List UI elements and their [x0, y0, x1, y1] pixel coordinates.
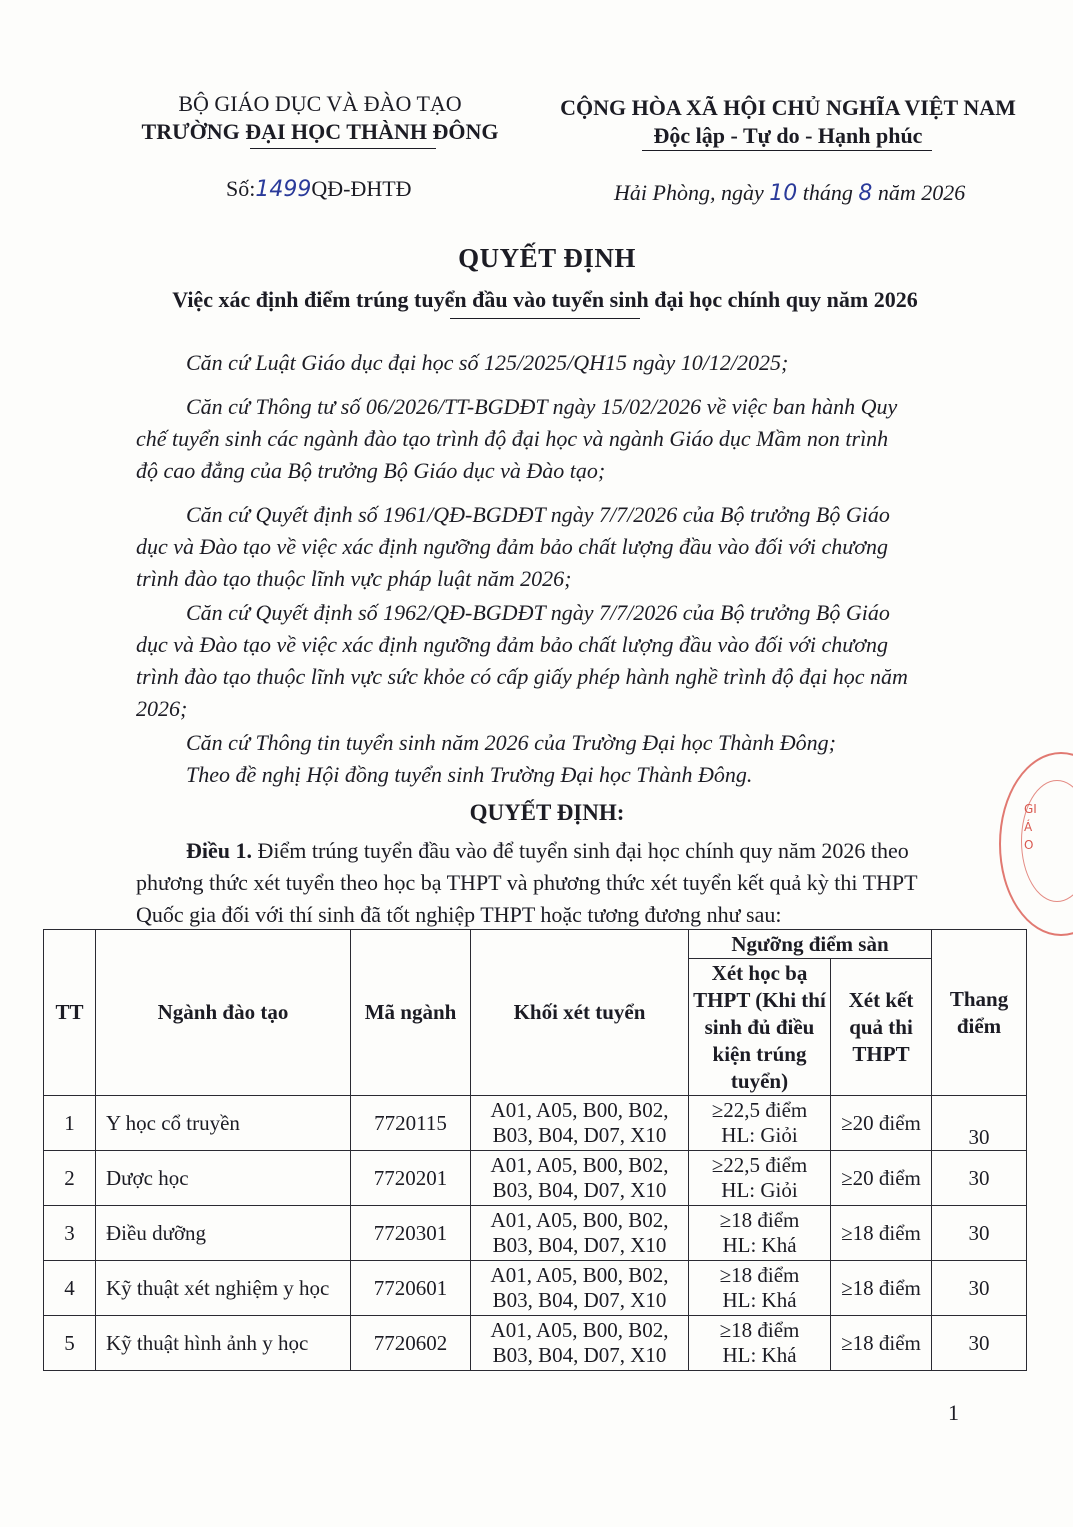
cell-scale: 30	[932, 1261, 1027, 1316]
doc-number-suffix: QĐ-ĐHTĐ	[311, 176, 412, 201]
subject-groups-line1: A01, A05, B00, B02,	[490, 1208, 669, 1232]
cell-major: Điều dưỡng	[96, 1206, 351, 1261]
article1-label: Điều 1.	[186, 838, 252, 863]
col-header-major: Ngành đào tạo	[96, 930, 351, 1096]
col-header-tt: TT	[44, 930, 96, 1096]
subject-groups-line1: A01, A05, B00, B02,	[490, 1263, 669, 1287]
doc-number	[226, 176, 412, 202]
basis-circular-l1: Căn cứ Thông tư số 06/2026/TT-BGDĐT ngày 15/02/2026 về việc ban hành Quy	[186, 394, 898, 419]
basis-law: Căn cứ Luật Giáo dục đại học số 125/2025/QH15 ngày 10/12/2025;	[186, 350, 789, 375]
transcript-score: ≥22,5 điểm	[711, 1098, 808, 1122]
basis-circular-l3: độ cao đẳng của Bộ trưởng Bộ Giáo dục và Đào tạo;	[136, 458, 606, 483]
cell-transcript	[689, 1151, 831, 1206]
cell-major: Dược học	[96, 1151, 351, 1206]
cell-exam: ≥18 điểm	[831, 1261, 932, 1316]
basis-decision1961-l1: Căn cứ Quyết định số 1961/QĐ-BGDĐT ngày 7/7/2026 của Bộ trưởng Bộ Giáo	[186, 502, 890, 527]
cell-code: 7720301	[351, 1206, 471, 1261]
article1-line1	[186, 838, 909, 864]
table-row	[44, 1316, 1027, 1371]
basis-decision1962-l4: 2026;	[136, 696, 188, 721]
university-name	[100, 118, 540, 146]
col-header-threshold: Ngưỡng điểm sàn	[689, 930, 932, 959]
decision-heading: QUYẾT ĐỊNH:	[469, 800, 625, 825]
transcript-rank: HL: Giỏi	[721, 1123, 798, 1147]
date-day: 10	[769, 181, 798, 206]
cell-scale: 30	[932, 1151, 1027, 1206]
subject-groups-line1: A01, A05, B00, B02,	[490, 1153, 669, 1177]
cell-exam: ≥20 điểm	[831, 1151, 932, 1206]
cell-tt: 2	[44, 1151, 96, 1206]
subject-groups-line2: B03, B04, D07, X10	[492, 1178, 667, 1202]
cell-tt: 1	[44, 1096, 96, 1151]
cell-transcript	[689, 1261, 831, 1316]
transcript-score: ≥18 điểm	[719, 1263, 800, 1287]
date-prefix: Hải Phòng, ngày	[614, 180, 764, 205]
basis-proposal: Theo đề nghị Hội đồng tuyển sinh Trường Đại học Thành Đông.	[186, 762, 753, 787]
university-underline	[250, 148, 436, 149]
cell-code: 7720115	[351, 1096, 471, 1151]
cell-code: 7720602	[351, 1316, 471, 1371]
cell-tt: 5	[44, 1316, 96, 1371]
admission-score-table	[43, 929, 1027, 1371]
basis-decision1961-l2: dục và Đào tạo về việc xác định ngưỡng đảm bảo chất lượng đầu vào đối với chương	[136, 534, 888, 559]
subject-groups-line1: A01, A05, B00, B02,	[490, 1318, 669, 1342]
date-month: 8	[858, 181, 873, 206]
table-row	[44, 1261, 1027, 1316]
table-row	[44, 1206, 1027, 1261]
table-row	[44, 1096, 1027, 1151]
ministry-name: BỘ GIÁO DỤC VÀ ĐÀO TẠO	[178, 91, 462, 116]
transcript-score: ≥18 điểm	[719, 1318, 800, 1342]
col-header-subject-groups: Khối xét tuyển	[471, 930, 689, 1096]
document-subtitle: Việc xác định điểm trúng tuyển đầu vào tuyển sinh đại học chính quy năm 2026	[172, 287, 918, 312]
subject-groups-line2: B03, B04, D07, X10	[492, 1288, 667, 1312]
university-name-text: TRƯỜNG ĐẠI HỌC THÀNH ĐÔNG	[141, 119, 499, 144]
cell-code: 7720201	[351, 1151, 471, 1206]
transcript-score: ≥18 điểm	[719, 1208, 800, 1232]
transcript-score: ≥22,5 điểm	[711, 1153, 808, 1177]
transcript-rank: HL: Giỏi	[721, 1178, 798, 1202]
basis-decision1962-l1: Căn cứ Quyết định số 1962/QĐ-BGDĐT ngày 7/7/2026 của Bộ trưởng Bộ Giáo	[186, 600, 890, 625]
cell-exam: ≥18 điểm	[831, 1206, 932, 1261]
cell-major: Kỹ thuật xét nghiệm y học	[96, 1261, 351, 1316]
cell-exam: ≥20 điểm	[831, 1096, 932, 1151]
subject-groups-line2: B03, B04, D07, X10	[492, 1233, 667, 1257]
cell-tt: 4	[44, 1261, 96, 1316]
cell-subject-groups	[471, 1261, 689, 1316]
table-row	[44, 1151, 1027, 1206]
cell-transcript	[689, 1206, 831, 1261]
cell-scale: 30	[932, 1096, 1027, 1151]
cell-major: Kỹ thuật hình ảnh y học	[96, 1316, 351, 1371]
motto-underline	[642, 150, 932, 151]
header-right	[548, 94, 1028, 150]
cell-subject-groups	[471, 1316, 689, 1371]
doc-number-handwritten: 1499	[255, 177, 312, 202]
cell-scale: 30	[932, 1206, 1027, 1261]
cell-subject-groups	[471, 1206, 689, 1261]
country-name: CỘNG HÒA XÃ HỘI CHỦ NGHĨA VIỆT NAM	[560, 95, 1016, 120]
basis-decision1962-l2: dục và Đào tạo về việc xác định ngưỡng đảm bảo chất lượng đầu vào đối với chương	[136, 632, 888, 657]
subtitle-underline	[450, 318, 640, 319]
cell-transcript	[689, 1316, 831, 1371]
header-left	[100, 90, 540, 146]
cell-exam: ≥18 điểm	[831, 1316, 932, 1371]
transcript-rank: HL: Khá	[722, 1288, 797, 1312]
document-title: QUYẾT ĐỊNH	[458, 243, 636, 273]
col-header-transcript: Xét học bạ THPT (Khi thí sinh đủ điều kiện trúng tuyển)	[689, 959, 831, 1096]
page-number: 1	[948, 1400, 959, 1425]
doc-date	[614, 180, 965, 206]
date-month-label: tháng	[802, 180, 853, 205]
article1-line2: phương thức xét tuyển theo học bạ THPT và phương thức xét tuyển kết quả kỳ thi THPT	[136, 870, 918, 895]
cell-transcript	[689, 1096, 831, 1151]
basis-decision1961-l3: trình đào tạo thuộc lĩnh vực pháp luật năm 2026;	[136, 566, 572, 591]
basis-decision1962-l3: trình đào tạo thuộc lĩnh vực sức khỏe có cấp giấy phép hành nghề trình độ đại học năm	[136, 664, 908, 689]
subject-groups-line1: A01, A05, B00, B02,	[490, 1098, 669, 1122]
transcript-rank: HL: Khá	[722, 1233, 797, 1257]
article1-line3: Quốc gia đối với thí sinh đã tốt nghiệp THPT hoặc tương đương như sau:	[136, 902, 782, 927]
subject-groups-line2: B03, B04, D07, X10	[492, 1123, 667, 1147]
cell-code: 7720601	[351, 1261, 471, 1316]
cell-tt: 3	[44, 1206, 96, 1261]
cell-major: Y học cổ truyền	[96, 1096, 351, 1151]
article1-text1: Điểm trúng tuyển đầu vào để tuyển sinh đại học chính quy năm 2026 theo	[252, 838, 909, 863]
seal-text: GIÁO	[1024, 802, 1037, 852]
basis-admission-info: Căn cứ Thông tin tuyển sinh năm 2026 của Trường Đại học Thành Đông;	[186, 730, 836, 755]
motto: Độc lập - Tự do - Hạnh phúc	[653, 123, 923, 148]
col-header-code: Mã ngành	[351, 930, 471, 1096]
col-header-exam: Xét kết quả thi THPT	[831, 959, 932, 1096]
date-year: năm 2026	[877, 180, 966, 205]
doc-number-prefix: Số:	[226, 176, 256, 201]
cell-subject-groups	[471, 1096, 689, 1151]
basis-circular-l2: chế tuyển sinh các ngành đào tạo trình độ đại học và ngành Giáo dục Mầm non trình	[136, 426, 889, 451]
cell-scale: 30	[932, 1316, 1027, 1371]
cell-subject-groups	[471, 1151, 689, 1206]
transcript-rank: HL: Khá	[722, 1343, 797, 1367]
subject-groups-line2: B03, B04, D07, X10	[492, 1343, 667, 1367]
col-header-scale: Thang điểm	[932, 930, 1027, 1096]
